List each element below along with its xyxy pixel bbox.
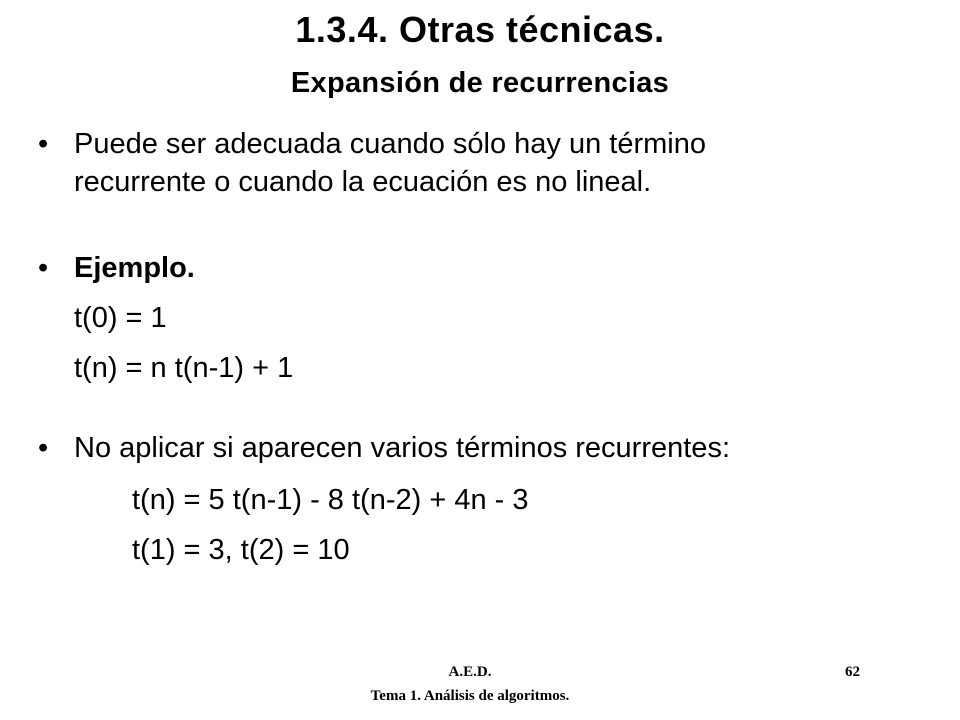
- bullet-text-line: recurrente o cuando la ecuación es no lineal.: [74, 166, 652, 198]
- bullet-marker: •: [38, 128, 49, 160]
- bullet-text-line: Puede ser adecuada cuando sólo hay un término: [74, 128, 706, 160]
- page-number: 62: [845, 664, 860, 680]
- equation-line: t(1) = 3, t(2) = 10: [132, 534, 350, 566]
- slide-subtitle: Expansión de recurrencias: [290, 67, 670, 99]
- equation-line: t(0) = 1: [74, 302, 167, 334]
- equation-line: t(n) = 5 t(n-1) - 8 t(n-2) + 4n - 3: [132, 484, 529, 516]
- equation-line: t(n) = n t(n-1) + 1: [74, 352, 294, 384]
- slide-title: 1.3.4. Otras técnicas.: [295, 9, 665, 50]
- example-label: Ejemplo.: [74, 252, 195, 284]
- bullet-marker: •: [38, 432, 49, 464]
- footer: [300, 660, 640, 708]
- footer-topic: Tema 1. Análisis de algoritmos.: [370, 688, 570, 704]
- footer-course: A.E.D.: [448, 664, 492, 680]
- bullet-marker: •: [38, 252, 49, 284]
- bullet-text-line: No aplicar si aparecen varios términos recurrentes:: [74, 432, 730, 464]
